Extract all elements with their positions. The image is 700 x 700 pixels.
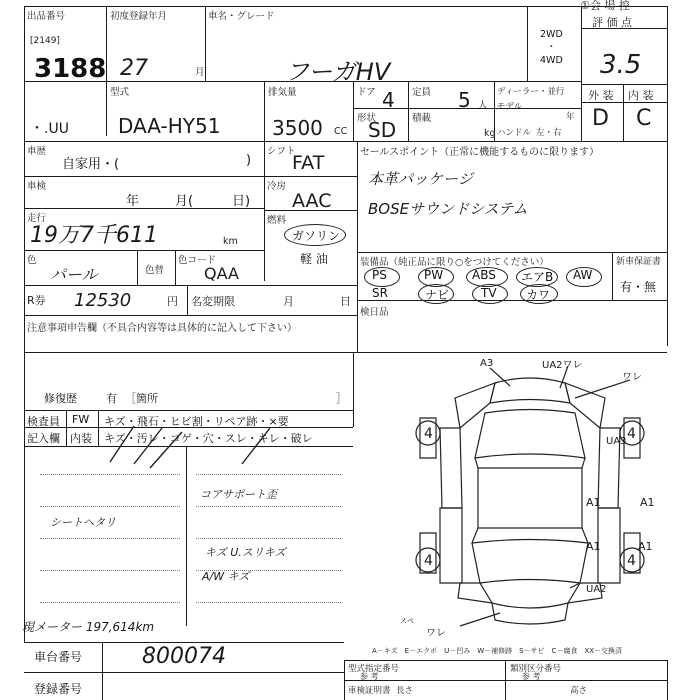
shitei-label: 型式指定番号 bbox=[348, 664, 400, 674]
guide-line bbox=[40, 538, 180, 539]
grid-line bbox=[581, 84, 667, 85]
first-reg-year: 27 bbox=[120, 56, 148, 81]
int-value: C bbox=[636, 106, 652, 131]
drive-2wd: 2WD bbox=[540, 29, 563, 40]
meigi-month: 月 bbox=[283, 295, 294, 308]
grid-line bbox=[24, 176, 264, 177]
cc-unit: CC bbox=[334, 126, 348, 137]
grid-line bbox=[24, 208, 264, 209]
guide-line bbox=[196, 538, 341, 539]
mark-a3: A3 bbox=[480, 358, 494, 369]
note-aw: A/W キズ bbox=[202, 570, 250, 583]
grid-line bbox=[24, 285, 357, 286]
capacity-unit: 人 bbox=[478, 100, 488, 111]
notes-label: 注意事項申告欄（不具合内容等は具体的に記入して下さい） bbox=[27, 323, 297, 334]
lot-label: 出品番号 bbox=[27, 11, 66, 22]
capacity-label: 定員 bbox=[412, 87, 432, 98]
mileage-value: 19万7千611 bbox=[30, 223, 158, 248]
mileage-label: 走行 bbox=[27, 213, 47, 224]
km-unit: km bbox=[223, 236, 238, 247]
grid-line bbox=[264, 176, 357, 177]
model-label: 型式 bbox=[110, 87, 130, 98]
displacement-label: 排気量 bbox=[268, 87, 297, 98]
damage-legend: A－キズ E－エクボ U－凹み W－補修跡 S－サビ C－腐食 XX－交換済 bbox=[372, 647, 623, 655]
grid-line bbox=[205, 6, 206, 81]
shape-value: SD bbox=[368, 118, 397, 142]
biko-2: 参 考 bbox=[522, 672, 541, 681]
model-partial: ・.UU bbox=[30, 121, 69, 137]
year-label: 年 bbox=[566, 112, 575, 122]
mark-4-fr: 4 bbox=[627, 426, 636, 442]
note-scratch: キズ U.スリキズ bbox=[205, 546, 286, 559]
capacity-value: 5 bbox=[458, 88, 471, 112]
note-seat: シートヘタリ bbox=[50, 516, 116, 529]
grid-line bbox=[24, 352, 667, 353]
mark-4-rl: 4 bbox=[424, 553, 433, 569]
shaken-label: 車検 bbox=[27, 181, 47, 192]
fuel-gasoline: ガソリン bbox=[292, 229, 341, 243]
car-name: フーガHV bbox=[285, 58, 391, 86]
grid-line bbox=[102, 642, 103, 700]
grid-line bbox=[137, 250, 138, 285]
sales-item-2: BOSEサウンドシステム bbox=[368, 200, 528, 218]
car-label: 車名・グレード bbox=[208, 11, 275, 22]
guide-line bbox=[196, 474, 341, 475]
length-label: 長さ bbox=[396, 686, 414, 696]
grid-line bbox=[353, 81, 354, 141]
grid-line bbox=[175, 250, 176, 285]
shape-label: 形状 bbox=[357, 113, 377, 124]
guide-line bbox=[196, 602, 341, 603]
mark-ua2-bottom: UA2 bbox=[586, 584, 607, 595]
grid-line bbox=[98, 410, 99, 446]
warranty-label: 新車保証書 bbox=[616, 257, 662, 267]
grid-line bbox=[581, 6, 582, 141]
grid-line bbox=[186, 446, 187, 626]
mark-a1-b: A1 bbox=[640, 496, 655, 509]
copy-label: ①会 場 控 bbox=[580, 0, 630, 12]
handle-options: 左・右 bbox=[536, 128, 562, 138]
handle-label: ハンドル bbox=[497, 128, 532, 138]
equip-airbag: エアB bbox=[521, 270, 554, 284]
equip-pw: PW bbox=[424, 268, 444, 282]
fw-row: キズ・飛石・ヒビ割・リペア跡・×要 bbox=[104, 415, 289, 428]
ac-label: 冷房 bbox=[267, 181, 287, 192]
interior-row: キズ・汚レ・コゲ・穴・スレ・キレ・破レ bbox=[104, 432, 313, 445]
frame-left bbox=[24, 6, 25, 352]
grade-label: 評 価 点 bbox=[592, 16, 632, 29]
mark-a1-c: A1 bbox=[586, 540, 601, 553]
odometer-note: 現メーター 197,614km bbox=[22, 620, 155, 634]
repair-label: 修復歴 bbox=[44, 392, 77, 405]
grid-line bbox=[527, 6, 528, 81]
grid-line bbox=[66, 410, 67, 446]
frame-right bbox=[667, 6, 668, 346]
meigi-label: 名変期限 bbox=[191, 295, 235, 308]
fw-head: FW bbox=[72, 413, 90, 426]
sales-label: セールスポイント（正常に機能するものに限ります） bbox=[360, 147, 600, 158]
equip-aw: AW bbox=[573, 268, 593, 282]
month-unit: 月 bbox=[195, 67, 205, 78]
grid-line bbox=[24, 410, 353, 411]
frame-top bbox=[24, 6, 667, 7]
grid-line bbox=[24, 141, 667, 142]
guide-line bbox=[40, 506, 180, 507]
grid-line bbox=[357, 252, 667, 253]
grid-line bbox=[353, 352, 354, 427]
color-change-label: 色替 bbox=[145, 265, 165, 276]
door-value: 4 bbox=[382, 88, 395, 112]
ruibetsu-label: 類別区分番号 bbox=[510, 664, 562, 674]
mark-ua2-top: UA2ワレ bbox=[542, 360, 583, 371]
shift-value: FAT bbox=[292, 152, 325, 174]
mark-a1-a: A1 bbox=[586, 496, 601, 509]
color-value: パール bbox=[50, 265, 98, 284]
ac-value: AAC bbox=[292, 190, 332, 212]
drive-selector bbox=[540, 28, 563, 67]
equip-leather: カワ bbox=[526, 288, 551, 302]
inspector-label-1: 検査員 bbox=[27, 415, 60, 428]
grid-line bbox=[24, 672, 344, 673]
grid-line bbox=[24, 250, 264, 251]
shaken-month: 月( bbox=[175, 194, 194, 209]
height-label: 高さ bbox=[570, 686, 588, 696]
shaken-day: 日) bbox=[232, 194, 251, 209]
guide-line bbox=[40, 602, 180, 603]
repair-value: 有 bbox=[106, 392, 117, 405]
strikeout-marks bbox=[100, 422, 300, 472]
history-close: ) bbox=[246, 153, 252, 168]
grade-value: 3.5 bbox=[600, 50, 642, 80]
color-code-value: QAA bbox=[204, 264, 239, 283]
dealer-label: ディーラー・並行 bbox=[497, 87, 565, 97]
color-code-label: 色コード bbox=[178, 255, 217, 266]
history-label: 車歴 bbox=[27, 146, 47, 157]
model-value: DAA-HY51 bbox=[118, 114, 221, 138]
warranty-value: 有・無 bbox=[620, 280, 657, 294]
grid-line bbox=[24, 352, 25, 642]
color-label: 色 bbox=[27, 255, 37, 266]
fuel-label: 燃料 bbox=[267, 215, 287, 226]
biko-1: 参 考 bbox=[360, 672, 379, 681]
ext-value: D bbox=[592, 106, 609, 131]
shift-label: シフト bbox=[267, 146, 296, 157]
meigi-day: 日 bbox=[340, 295, 351, 308]
recycle-label: R券 bbox=[27, 294, 46, 307]
lot-code: [2149] bbox=[30, 36, 60, 46]
equipment-label: 装備品（純正品に限り○をつけてください） bbox=[360, 257, 549, 268]
equip-tv: TV bbox=[481, 286, 497, 300]
guide-line bbox=[40, 570, 180, 571]
ext-label: 外 装 bbox=[588, 89, 614, 102]
registration-label: 登録番号 bbox=[34, 682, 83, 696]
model-year-label: モデル bbox=[497, 102, 523, 112]
equip-ps: PS bbox=[372, 268, 387, 282]
mark-ua3: UA3 bbox=[606, 436, 627, 447]
grid-line bbox=[623, 84, 624, 141]
equip-abs: ABS bbox=[472, 268, 496, 282]
int-label: 内 装 bbox=[628, 89, 654, 102]
door-label: ドア bbox=[357, 87, 376, 98]
car-damage-diagram bbox=[400, 358, 670, 648]
guide-line bbox=[40, 474, 180, 475]
equip-navi: ナビ bbox=[425, 288, 450, 302]
recycle-value: 12530 bbox=[74, 290, 132, 311]
history-value: 自家用・( bbox=[62, 157, 120, 172]
interior-head: 内装 bbox=[70, 432, 92, 445]
inspector-label-2: 記入欄 bbox=[27, 432, 60, 445]
load-label: 積載 bbox=[412, 113, 432, 124]
grid-line bbox=[24, 315, 357, 316]
drive-4wd: 4WD bbox=[540, 55, 563, 66]
drive-dot: ・ bbox=[546, 42, 557, 53]
mark-crack-bottom: ワレ bbox=[426, 628, 446, 639]
grid-line bbox=[408, 81, 409, 141]
lot-number: 3188 bbox=[34, 54, 107, 84]
grid-line bbox=[612, 252, 613, 300]
grid-line bbox=[24, 642, 344, 643]
grid-line bbox=[264, 81, 265, 281]
mark-4-fl: 4 bbox=[424, 426, 433, 442]
grid-line bbox=[505, 660, 506, 700]
repair-place: ［箇所 bbox=[125, 392, 158, 405]
mark-crack-top: ワレ bbox=[622, 372, 642, 383]
grid-line bbox=[667, 660, 668, 700]
mark-4-rr: 4 bbox=[627, 553, 636, 569]
fuel-diesel: 軽 油 bbox=[300, 252, 328, 266]
repair-close: ］ bbox=[336, 392, 347, 405]
chassis-label: 車台番号 bbox=[34, 650, 83, 664]
delivery-label: 検日品 bbox=[360, 307, 389, 318]
mark-a1-d: A1 bbox=[638, 540, 653, 553]
displacement-value: 3500 bbox=[272, 116, 323, 140]
grid-line bbox=[187, 285, 188, 315]
chassis-value: 800074 bbox=[142, 644, 226, 669]
note-core-support: コアサポート歪 bbox=[200, 488, 277, 501]
grid-line bbox=[357, 300, 667, 301]
mark-spare: スペ bbox=[400, 617, 414, 625]
grid-line bbox=[357, 141, 358, 352]
shaken-year: 年 bbox=[126, 194, 140, 209]
sales-item-1: 本革パッケージ bbox=[368, 170, 473, 188]
guide-line bbox=[196, 506, 341, 507]
yen-unit: 円 bbox=[167, 295, 178, 308]
first-reg-label: 初度登録年月 bbox=[110, 11, 168, 22]
equip-sr: SR bbox=[372, 286, 388, 300]
cert-label: 車検証明書 bbox=[348, 686, 391, 696]
load-unit: kg bbox=[484, 128, 496, 139]
